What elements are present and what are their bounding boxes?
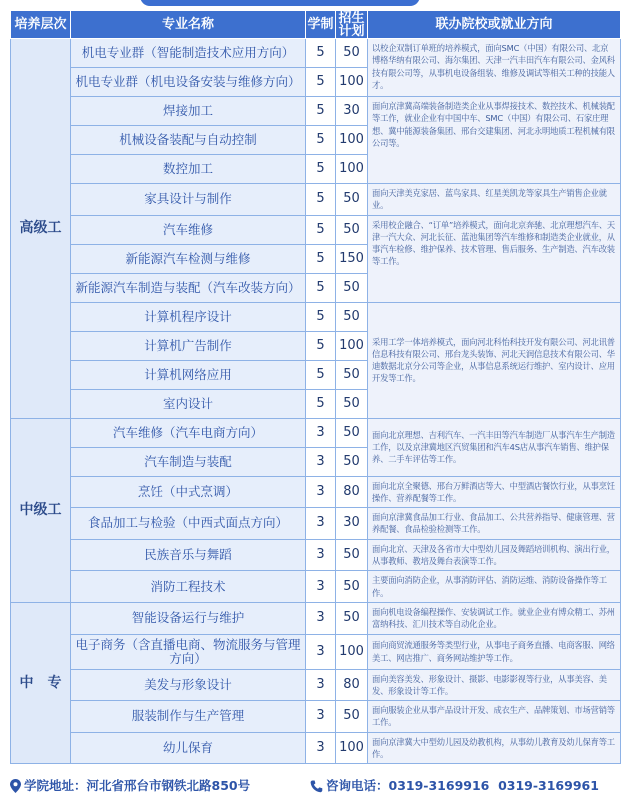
- major-name: 计算机网络应用: [71, 360, 306, 389]
- major-name: 汽车维修: [71, 215, 306, 244]
- major-name: 消防工程技术: [71, 571, 306, 603]
- table-row: [11, 476, 621, 508]
- major-quota: 100: [336, 68, 368, 97]
- footer: [10, 776, 620, 798]
- major-years: 5: [306, 39, 336, 68]
- direction-text: 采用工学一体培养模式，面向河北科怡科技开发有限公司、河北讯普信息科技有限公司、邢台龙头装饰、河北天润信息技术有限公司、华迪数据北京分公司等企业，从事信息系统运行维护、室内设计、应用开发等工作。: [368, 302, 621, 418]
- major-quota: 100: [336, 732, 368, 764]
- major-years: 5: [306, 215, 336, 244]
- location-pin-icon: [10, 779, 21, 793]
- major-name: 美发与形象设计: [71, 669, 306, 701]
- direction-text: 面向京津冀高端装备制造类企业从事焊接技术、数控技术、机械装配等工作，就业企业有中国中车、SMC（中国）有限公司、石家庄理想、冀中能源装备集团、邢台交建集团、河北永明地质工程机械有限公司等。: [368, 97, 621, 184]
- direction-text: 面向商贸流通服务等类型行业，从事电子商务直播、电商客服、网络美工、网店推广、商务网站维护等工作。: [368, 634, 621, 669]
- level-cell: 高级工: [11, 39, 71, 419]
- direction-text: 主要面向消防企业，从事消防评估、消防运维、消防设备操作等工作。: [368, 571, 621, 603]
- major-name: 新能源汽车制造与装配（汽车改装方向）: [71, 273, 306, 302]
- major-quota: 100: [336, 634, 368, 669]
- table-header-row: [11, 11, 621, 39]
- major-quota: 50: [336, 602, 368, 634]
- phone-icon: [310, 780, 323, 793]
- major-years: 3: [306, 508, 336, 540]
- direction-text: 面向服装企业从事产品设计开发、成衣生产、品牌策划、市场营销等工作。: [368, 701, 621, 733]
- major-name: 民族音乐与舞蹈: [71, 539, 306, 571]
- major-name: 机械设备装配与自动控制: [71, 126, 306, 155]
- major-quota: 50: [336, 389, 368, 418]
- major-years: 3: [306, 732, 336, 764]
- major-years: 5: [306, 68, 336, 97]
- major-name: 机电专业群（智能制造技术应用方向）: [71, 39, 306, 68]
- header-level: 培养层次: [11, 11, 71, 39]
- major-quota: 30: [336, 508, 368, 540]
- header-major: 专业名称: [71, 11, 306, 39]
- major-name: 计算机程序设计: [71, 302, 306, 331]
- major-years: 3: [306, 602, 336, 634]
- major-years: 3: [306, 701, 336, 733]
- header-quota: 招生计划: [336, 11, 368, 39]
- table-row: [11, 39, 621, 68]
- major-name: 服装制作与生产管理: [71, 701, 306, 733]
- major-years: 5: [306, 302, 336, 331]
- major-years: 5: [306, 155, 336, 184]
- phone-line: [310, 776, 599, 794]
- major-name: 智能设备运行与维护: [71, 602, 306, 634]
- major-years: 5: [306, 331, 336, 360]
- major-quota: 50: [336, 39, 368, 68]
- major-quota: 50: [336, 701, 368, 733]
- major-quota: 80: [336, 669, 368, 701]
- address-line: [10, 776, 250, 794]
- table-row: [11, 215, 621, 244]
- major-name: 电子商务（含直播电商、物流服务与管理方向）: [71, 634, 306, 669]
- major-quota: 50: [336, 360, 368, 389]
- major-name: 烹饪（中式烹调）: [71, 476, 306, 508]
- major-name: 室内设计: [71, 389, 306, 418]
- direction-text: 采用校企融合、“订单”培养模式，面向北京奔驰、北京理想汽车、天津一汽大众、河北长征、蓝池集团等汽车维修和制造类企业就业，从事汽车检修、维护保养、技术管理、售后服务、生产制造、汽车改装等工作。: [368, 215, 621, 302]
- major-name: 幼儿保育: [71, 732, 306, 764]
- direction-text: 面向机电设备编程操作、安装调试工作。就业企业有博众精工、苏州富纳科技、汇川技术等自动化企业。: [368, 602, 621, 634]
- major-quota: 50: [336, 447, 368, 476]
- major-years: 3: [306, 476, 336, 508]
- major-years: 5: [306, 360, 336, 389]
- major-name: 汽车制造与装配: [71, 447, 306, 476]
- address-text: 学院地址：河北省邢台市钢铁北路850号: [24, 778, 251, 793]
- major-name: 数控加工: [71, 155, 306, 184]
- table-row: [11, 97, 621, 126]
- major-years: 5: [306, 184, 336, 216]
- direction-text: 面向北京理想、吉利汽车、一汽丰田等汽车制造厂从事汽车生产制造工作，以及京津冀地区汽贸集团和汽车4S店从事汽车销售、维护保养、二手车评估等工作。: [368, 418, 621, 476]
- major-years: 3: [306, 669, 336, 701]
- major-years: 3: [306, 539, 336, 571]
- major-name: 机电专业群（机电设备安装与维修方向）: [71, 68, 306, 97]
- table-row: [11, 634, 621, 669]
- table-row: [11, 732, 621, 764]
- table-row: [11, 669, 621, 701]
- table-row: [11, 571, 621, 603]
- major-quota: 50: [336, 215, 368, 244]
- header-years: 学制: [306, 11, 336, 39]
- major-quota: 50: [336, 302, 368, 331]
- major-years: 5: [306, 244, 336, 273]
- major-name: 食品加工与检验（中西式面点方向）: [71, 508, 306, 540]
- table-row: [11, 418, 621, 447]
- table-row: [11, 302, 621, 331]
- major-name: 焊接加工: [71, 97, 306, 126]
- major-years: 5: [306, 126, 336, 155]
- major-years: 5: [306, 389, 336, 418]
- direction-text: 面向京津冀食品加工行业、食品加工、公共营养指导、健康管理、营养配餐、食品检验检测等工作。: [368, 508, 621, 540]
- major-years: 3: [306, 571, 336, 603]
- major-quota: 50: [336, 418, 368, 447]
- major-quota: 30: [336, 97, 368, 126]
- phone-text: 咨询电话：0319-3169916 0319-3169961: [326, 778, 599, 793]
- major-years: 3: [306, 447, 336, 476]
- level-cell: 中 专: [11, 602, 71, 763]
- major-quota: 80: [336, 476, 368, 508]
- major-name: 计算机广告制作: [71, 331, 306, 360]
- major-name: 汽车维修（汽车电商方向）: [71, 418, 306, 447]
- direction-text: 面向天津美克家居、蓝鸟家具、红星美凯龙等家具生产销售企业就业。: [368, 184, 621, 216]
- direction-text: 面向美容美发、形象设计、摄影、电影影视等行业，从事美容、美发、形象设计等工作。: [368, 669, 621, 701]
- major-quota: 100: [336, 331, 368, 360]
- level-cell: 中级工: [11, 418, 71, 602]
- header-direction: 联办院校或就业方向: [368, 11, 621, 39]
- table-row: [11, 701, 621, 733]
- major-years: 5: [306, 97, 336, 126]
- major-years: 5: [306, 273, 336, 302]
- major-quota: 50: [336, 273, 368, 302]
- table-row: [11, 602, 621, 634]
- major-quota: 100: [336, 155, 368, 184]
- table-row: [11, 184, 621, 216]
- direction-text: 面向北京全聚德、邢台万鲜酒店等大、中型酒店餐饮行业，从事烹饪操作、营养配餐等工作。: [368, 476, 621, 508]
- major-name: 家具设计与制作: [71, 184, 306, 216]
- major-name: 新能源汽车检测与维修: [71, 244, 306, 273]
- top-strip: [0, 0, 630, 10]
- major-quota: 150: [336, 244, 368, 273]
- major-quota: 100: [336, 126, 368, 155]
- enrollment-table: [10, 10, 621, 764]
- major-quota: 50: [336, 184, 368, 216]
- table-row: [11, 508, 621, 540]
- direction-text: 以校企双制订单班的培养模式，面向SMC（中国）有限公司、北京博格华纳有限公司、海尔集团、天津一汽丰田汽车有限公司、金风科技有限公司等，从事机电设备组装、维修及调试等相关工种的技能人才。: [368, 39, 621, 97]
- major-years: 3: [306, 634, 336, 669]
- major-years: 3: [306, 418, 336, 447]
- table-row: [11, 539, 621, 571]
- major-quota: 50: [336, 539, 368, 571]
- direction-text: 面向北京、天津及各省市大中型幼儿园及舞蹈培训机构、演出行业，从事教师、教培及舞台表演等工作。: [368, 539, 621, 571]
- major-quota: 50: [336, 571, 368, 603]
- top-banner: [140, 0, 420, 6]
- direction-text: 面向京津冀大中型幼儿园及幼教机构，从事幼儿教育及幼儿保育等工作。: [368, 732, 621, 764]
